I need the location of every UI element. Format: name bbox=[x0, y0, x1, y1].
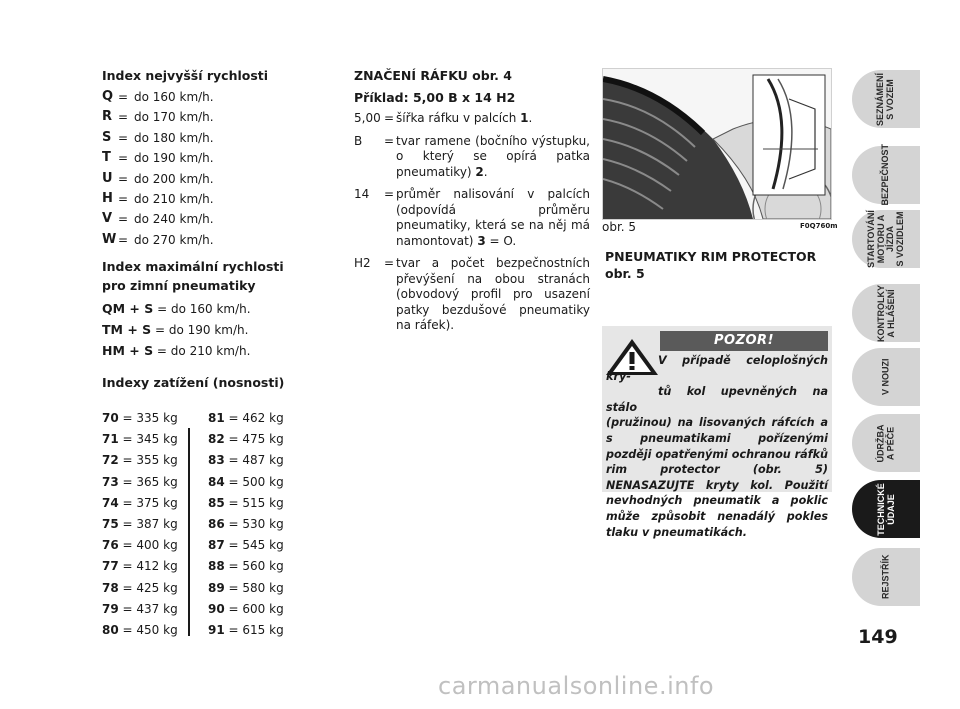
chapter-tab-label-wrap bbox=[852, 146, 920, 204]
winter-value: = do 210 km/h. bbox=[156, 344, 251, 359]
equals-sign: = bbox=[118, 212, 129, 227]
speed-value: do 180 km/h. bbox=[134, 130, 214, 145]
load-value: = 515 kg bbox=[228, 495, 284, 510]
load-code: 77 bbox=[102, 559, 119, 574]
load-value: = 545 kg bbox=[228, 538, 284, 553]
rim-definition bbox=[354, 256, 590, 334]
winter-value: = do 160 km/h. bbox=[157, 302, 251, 317]
load-value: = 387 kg bbox=[122, 516, 178, 531]
load-index-table bbox=[102, 408, 292, 641]
chapter-tab-label: SEZNÁMENÍ S VOZEM bbox=[875, 72, 895, 126]
load-index-row bbox=[102, 556, 292, 577]
chapter-tab[interactable] bbox=[852, 210, 920, 268]
speed-code: R bbox=[102, 109, 113, 125]
chapter-tab-label: TECHNICKÉ ÚDAJE bbox=[875, 482, 895, 536]
load-index-row bbox=[102, 578, 292, 599]
load-index-row bbox=[102, 599, 292, 620]
winter-index-title-1: Index maximální rychlosti bbox=[102, 259, 284, 275]
load-code: 72 bbox=[102, 453, 119, 468]
warning-line-1: V případě celoplošných kry- bbox=[606, 354, 828, 383]
load-value: = 425 kg bbox=[122, 580, 178, 595]
load-left bbox=[102, 578, 178, 599]
speed-index-row bbox=[102, 128, 342, 148]
load-code: 78 bbox=[102, 580, 119, 595]
load-index-row bbox=[102, 472, 292, 493]
load-left bbox=[102, 493, 178, 514]
chapter-tab-label-wrap bbox=[852, 284, 920, 342]
load-code: 80 bbox=[102, 622, 119, 637]
rim-def-key: H2 bbox=[354, 256, 371, 270]
chapter-tab-label: BEZPEČNOST bbox=[880, 144, 891, 206]
rim-def-text bbox=[396, 111, 590, 127]
load-code: 71 bbox=[102, 432, 119, 447]
load-right bbox=[208, 450, 284, 471]
load-right bbox=[208, 429, 284, 450]
rim-def-ref: 1 bbox=[520, 111, 529, 125]
load-left bbox=[102, 429, 178, 450]
rim-def-key: 14 bbox=[354, 187, 370, 201]
load-value: = 560 kg bbox=[228, 559, 284, 574]
rim-def-body: tvar ramene (bočního výstupku, o který se opírá patka pneumatiky) bbox=[396, 133, 590, 179]
load-right bbox=[208, 556, 284, 577]
equals-sign: = bbox=[118, 191, 129, 206]
speed-index-title: Index nejvyšší rychlosti bbox=[102, 68, 269, 83]
speed-code: T bbox=[102, 150, 111, 166]
winter-value: = do 190 km/h. bbox=[154, 323, 249, 338]
load-value: = 615 kg bbox=[228, 622, 284, 637]
winter-code: HM + S bbox=[102, 343, 154, 359]
chapter-tab-label-wrap bbox=[852, 210, 920, 268]
load-code: 81 bbox=[208, 411, 225, 425]
speed-index-row bbox=[102, 87, 342, 107]
rim-def-after: . bbox=[483, 164, 488, 179]
rim-def-key: B bbox=[354, 133, 363, 148]
chapter-tab-label-wrap bbox=[852, 70, 920, 128]
load-code: 75 bbox=[102, 516, 119, 531]
load-value: = 355 kg bbox=[122, 453, 178, 468]
load-value: = 365 kg bbox=[122, 474, 178, 489]
load-code: 74 bbox=[102, 495, 119, 510]
load-value: = 450 kg bbox=[122, 622, 178, 637]
equals-sign: = bbox=[384, 133, 395, 148]
load-table-divider bbox=[188, 428, 190, 636]
speed-index-row bbox=[102, 148, 342, 168]
load-left bbox=[102, 472, 178, 493]
rim-protector-title-2: obr. 5 bbox=[605, 266, 645, 281]
speed-code: Q bbox=[102, 89, 114, 104]
equals-sign: = bbox=[118, 151, 129, 166]
load-index-title: Indexy zatížení (nosnosti) bbox=[102, 375, 285, 391]
rim-def-ref: 3 bbox=[477, 233, 486, 248]
chapter-tab-label: STARTOVÁNÍ MOTORU A JÍZDA S VOZIDLEM bbox=[866, 210, 905, 268]
tire-figure bbox=[602, 68, 832, 220]
load-index-row bbox=[102, 620, 292, 641]
rim-definitions bbox=[354, 111, 590, 334]
equals-sign: = bbox=[118, 130, 129, 145]
rim-def-after: = O. bbox=[485, 233, 517, 248]
load-code: 76 bbox=[102, 538, 119, 553]
winter-index-title-2: pro zimní pneumatiky bbox=[102, 278, 256, 294]
rim-definition bbox=[354, 134, 590, 181]
load-right bbox=[208, 578, 284, 599]
load-code: 89 bbox=[208, 580, 225, 595]
speed-value: do 270 km/h. bbox=[134, 232, 214, 247]
rim-def-text bbox=[396, 187, 590, 249]
load-code: 70 bbox=[102, 411, 119, 425]
winter-index-row bbox=[102, 319, 342, 340]
load-right bbox=[208, 514, 284, 535]
load-left bbox=[102, 620, 178, 641]
load-code: 85 bbox=[208, 495, 225, 510]
rim-example: Příklad: 5,00 B x 14 H2 bbox=[354, 90, 516, 105]
equals-sign: = bbox=[118, 171, 129, 186]
load-code: 83 bbox=[208, 453, 225, 468]
load-index-row bbox=[102, 408, 292, 429]
equals-sign: = bbox=[384, 256, 395, 270]
chapter-tab-label-wrap bbox=[852, 548, 920, 606]
speed-value: do 240 km/h. bbox=[134, 212, 214, 227]
load-index-row bbox=[102, 535, 292, 556]
figure-caption: obr. 5 bbox=[602, 220, 637, 234]
warning-label: POZOR! bbox=[660, 331, 828, 351]
chapter-tab[interactable] bbox=[852, 548, 920, 606]
winter-index-list bbox=[102, 298, 342, 361]
load-right bbox=[208, 535, 284, 556]
speed-code: S bbox=[102, 129, 112, 145]
warning-rest: (pružinou) na lisovaných ráfcích a s pneumatikami pořízenými později opatřenými ochranou ráfků rim protector (obr. 5) NENASAZUJTE kryty kol. Použití nevhodných pneumatik a poklic může způsobit nenadálý pokles tlaku v pneumatikách. bbox=[606, 416, 828, 539]
rim-def-key: 5,00 bbox=[354, 111, 381, 125]
load-code: 82 bbox=[208, 432, 225, 447]
load-left bbox=[102, 408, 178, 429]
chapter-tab-label-wrap bbox=[852, 480, 920, 538]
load-code: 91 bbox=[208, 622, 225, 637]
chapter-tab-label: V NOUZI bbox=[880, 358, 891, 396]
speed-value: do 160 km/h. bbox=[134, 90, 214, 104]
load-value: = 475 kg bbox=[228, 432, 284, 447]
watermark: carmanualsonline.info bbox=[438, 672, 715, 700]
winter-index-row bbox=[102, 340, 342, 361]
chapter-tab-label-wrap bbox=[852, 414, 920, 472]
rim-definition bbox=[354, 187, 590, 249]
speed-index-row bbox=[102, 169, 342, 189]
rim-def-body: tvar a počet bezpečnostních převýšení na obou stranách (obvodový profil pro usazení patky bezdušové pneumatiky na ráfek). bbox=[396, 256, 590, 332]
rim-protector-title-1: PNEUMATIKY RIM PROTECTOR bbox=[605, 249, 817, 264]
chapter-tab[interactable] bbox=[852, 146, 920, 204]
chapter-tab[interactable] bbox=[852, 284, 920, 342]
load-left bbox=[102, 535, 178, 556]
load-left bbox=[102, 514, 178, 535]
load-value: = 345 kg bbox=[122, 432, 178, 447]
load-value: = 487 kg bbox=[228, 453, 284, 468]
chapter-tab-label-wrap bbox=[852, 348, 920, 406]
load-value: = 437 kg bbox=[122, 601, 178, 616]
chapter-tab-label: ÚDRŽBA A PÉČE bbox=[875, 424, 895, 462]
warning-text bbox=[606, 353, 828, 540]
load-code: 73 bbox=[102, 474, 119, 489]
speed-value: do 190 km/h. bbox=[134, 151, 214, 166]
speed-index-row bbox=[102, 107, 342, 127]
equals-sign: = bbox=[118, 90, 129, 104]
speed-value: do 170 km/h. bbox=[134, 110, 214, 125]
load-code: 86 bbox=[208, 516, 225, 531]
rim-def-after: . bbox=[528, 111, 533, 125]
rim-def-text bbox=[396, 134, 590, 181]
rim-protector-title bbox=[605, 248, 835, 282]
speed-code: H bbox=[102, 190, 113, 206]
load-value: = 462 kg bbox=[228, 411, 284, 425]
speed-code: V bbox=[102, 211, 113, 227]
rim-def-ref: 2 bbox=[475, 164, 484, 179]
load-left bbox=[102, 556, 178, 577]
rim-definition bbox=[354, 111, 590, 127]
load-left bbox=[102, 450, 178, 471]
equals-sign: = bbox=[118, 110, 129, 125]
speed-index-section bbox=[102, 66, 342, 392]
load-index-row bbox=[102, 514, 292, 535]
load-value: = 500 kg bbox=[228, 474, 284, 489]
page-number: 149 bbox=[858, 626, 898, 648]
chapter-tab[interactable] bbox=[852, 348, 920, 406]
load-right bbox=[208, 493, 284, 514]
speed-value: do 210 km/h. bbox=[134, 191, 214, 206]
rim-def-text bbox=[396, 256, 590, 334]
winter-index-row bbox=[102, 298, 342, 319]
speed-index-row bbox=[102, 230, 342, 250]
rim-def-body: průměr nalisování v palcích (odpovídá průměru pneumatiky, která se na něj má namontovat) bbox=[396, 187, 590, 248]
rim-def-body: šířka ráfku v palcích bbox=[396, 111, 521, 125]
equals-sign: = bbox=[118, 232, 129, 247]
winter-code: TM + S bbox=[102, 322, 152, 338]
load-code: 79 bbox=[102, 601, 119, 616]
load-index-row bbox=[102, 493, 292, 514]
load-value: = 412 kg bbox=[122, 559, 178, 574]
figure-code: F0Q760m bbox=[800, 222, 838, 230]
warning-line-2: tů kol upevněných na stálo bbox=[606, 385, 828, 414]
rim-marking-section bbox=[354, 66, 590, 341]
load-code: 88 bbox=[208, 559, 225, 574]
equals-sign: = bbox=[384, 187, 395, 201]
load-value: = 530 kg bbox=[228, 516, 284, 531]
chapter-tab[interactable] bbox=[852, 480, 920, 538]
chapter-tab-label: REJSTŘÍK bbox=[880, 554, 891, 600]
load-code: 84 bbox=[208, 474, 225, 489]
load-index-row bbox=[102, 450, 292, 471]
load-code: 87 bbox=[208, 538, 225, 553]
load-code: 90 bbox=[208, 601, 225, 616]
winter-code: QM + S bbox=[102, 301, 154, 317]
chapter-tab[interactable] bbox=[852, 70, 920, 128]
load-value: = 335 kg bbox=[122, 411, 178, 425]
load-value: = 375 kg bbox=[122, 495, 178, 510]
load-right bbox=[208, 472, 284, 493]
tire-illustration bbox=[603, 69, 831, 219]
speed-index-row bbox=[102, 189, 342, 209]
speed-code: U bbox=[102, 170, 113, 186]
speed-value: do 200 km/h. bbox=[134, 171, 214, 186]
speed-code: W bbox=[102, 231, 117, 247]
load-left bbox=[102, 599, 178, 620]
speed-index-row bbox=[102, 209, 342, 229]
load-right bbox=[208, 408, 284, 429]
load-value: = 580 kg bbox=[228, 580, 284, 595]
chapter-tab-label: KONTROLKY A HLÁŠENÍ bbox=[875, 284, 895, 342]
equals-sign: = bbox=[384, 111, 395, 125]
chapter-tab[interactable] bbox=[852, 414, 920, 472]
speed-index-list bbox=[102, 87, 342, 250]
load-value: = 600 kg bbox=[228, 601, 284, 616]
load-value: = 400 kg bbox=[122, 538, 178, 553]
load-right bbox=[208, 599, 284, 620]
load-right bbox=[208, 620, 284, 641]
load-index-row bbox=[102, 429, 292, 450]
rim-title: ZNAČENÍ RÁFKU obr. 4 bbox=[354, 68, 512, 83]
